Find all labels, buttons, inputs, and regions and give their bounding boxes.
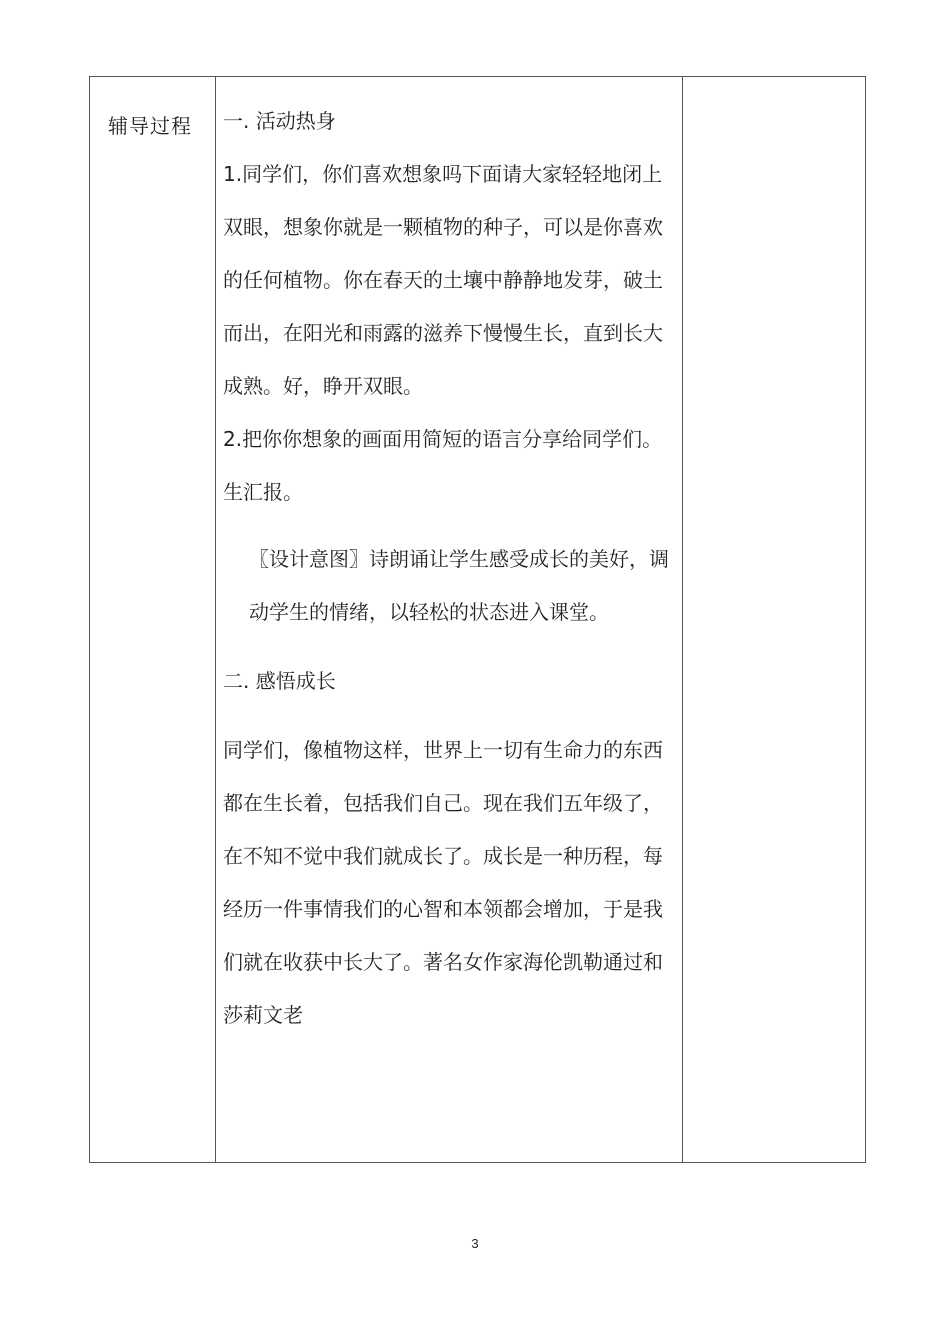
paragraph: 同学们，像植物这样，世界上一切有生命力的东西都在生长着，包括我们自己。现在我们五年级了，在不知不觉中我们就成长了。成长是一种历程，每经历一件事情我们的心智和本领都会增加，于是我们就在收获中长大了。著名女作家海伦凯勒通过和莎莉文老 <box>223 738 663 1027</box>
page-number: 3 <box>471 1236 479 1251</box>
content-body <box>223 95 678 1042</box>
design-intent: 〖设计意图〗诗朗诵让学生感受成长的美好，调动学生的情绪，以轻松的状态进入课堂。 <box>249 547 669 624</box>
section-heading: 二. 感悟成长 <box>223 669 336 693</box>
paragraph: 2.把你你想象的画面用简短的语言分享给同学们。 <box>223 427 663 451</box>
label-column <box>90 77 216 1162</box>
notes-column <box>683 77 865 1162</box>
paragraph: 生汇报。 <box>223 480 303 504</box>
lesson-table <box>89 76 866 1163</box>
section-heading: 一. 活动热身 <box>223 109 336 133</box>
content-column <box>216 77 683 1162</box>
row-label: 辅导过程 <box>108 114 192 138</box>
paragraph: 1.同学们，你们喜欢想象吗下面请大家轻轻地闭上双眼，想象你就是一颗植物的种子，可以是你喜欢的任何植物。你在春天的土壤中静静地发芽，破土而出，在阳光和雨露的滋养下慢慢生长，直到长大成熟。好，睁开双眼。 <box>223 162 663 398</box>
